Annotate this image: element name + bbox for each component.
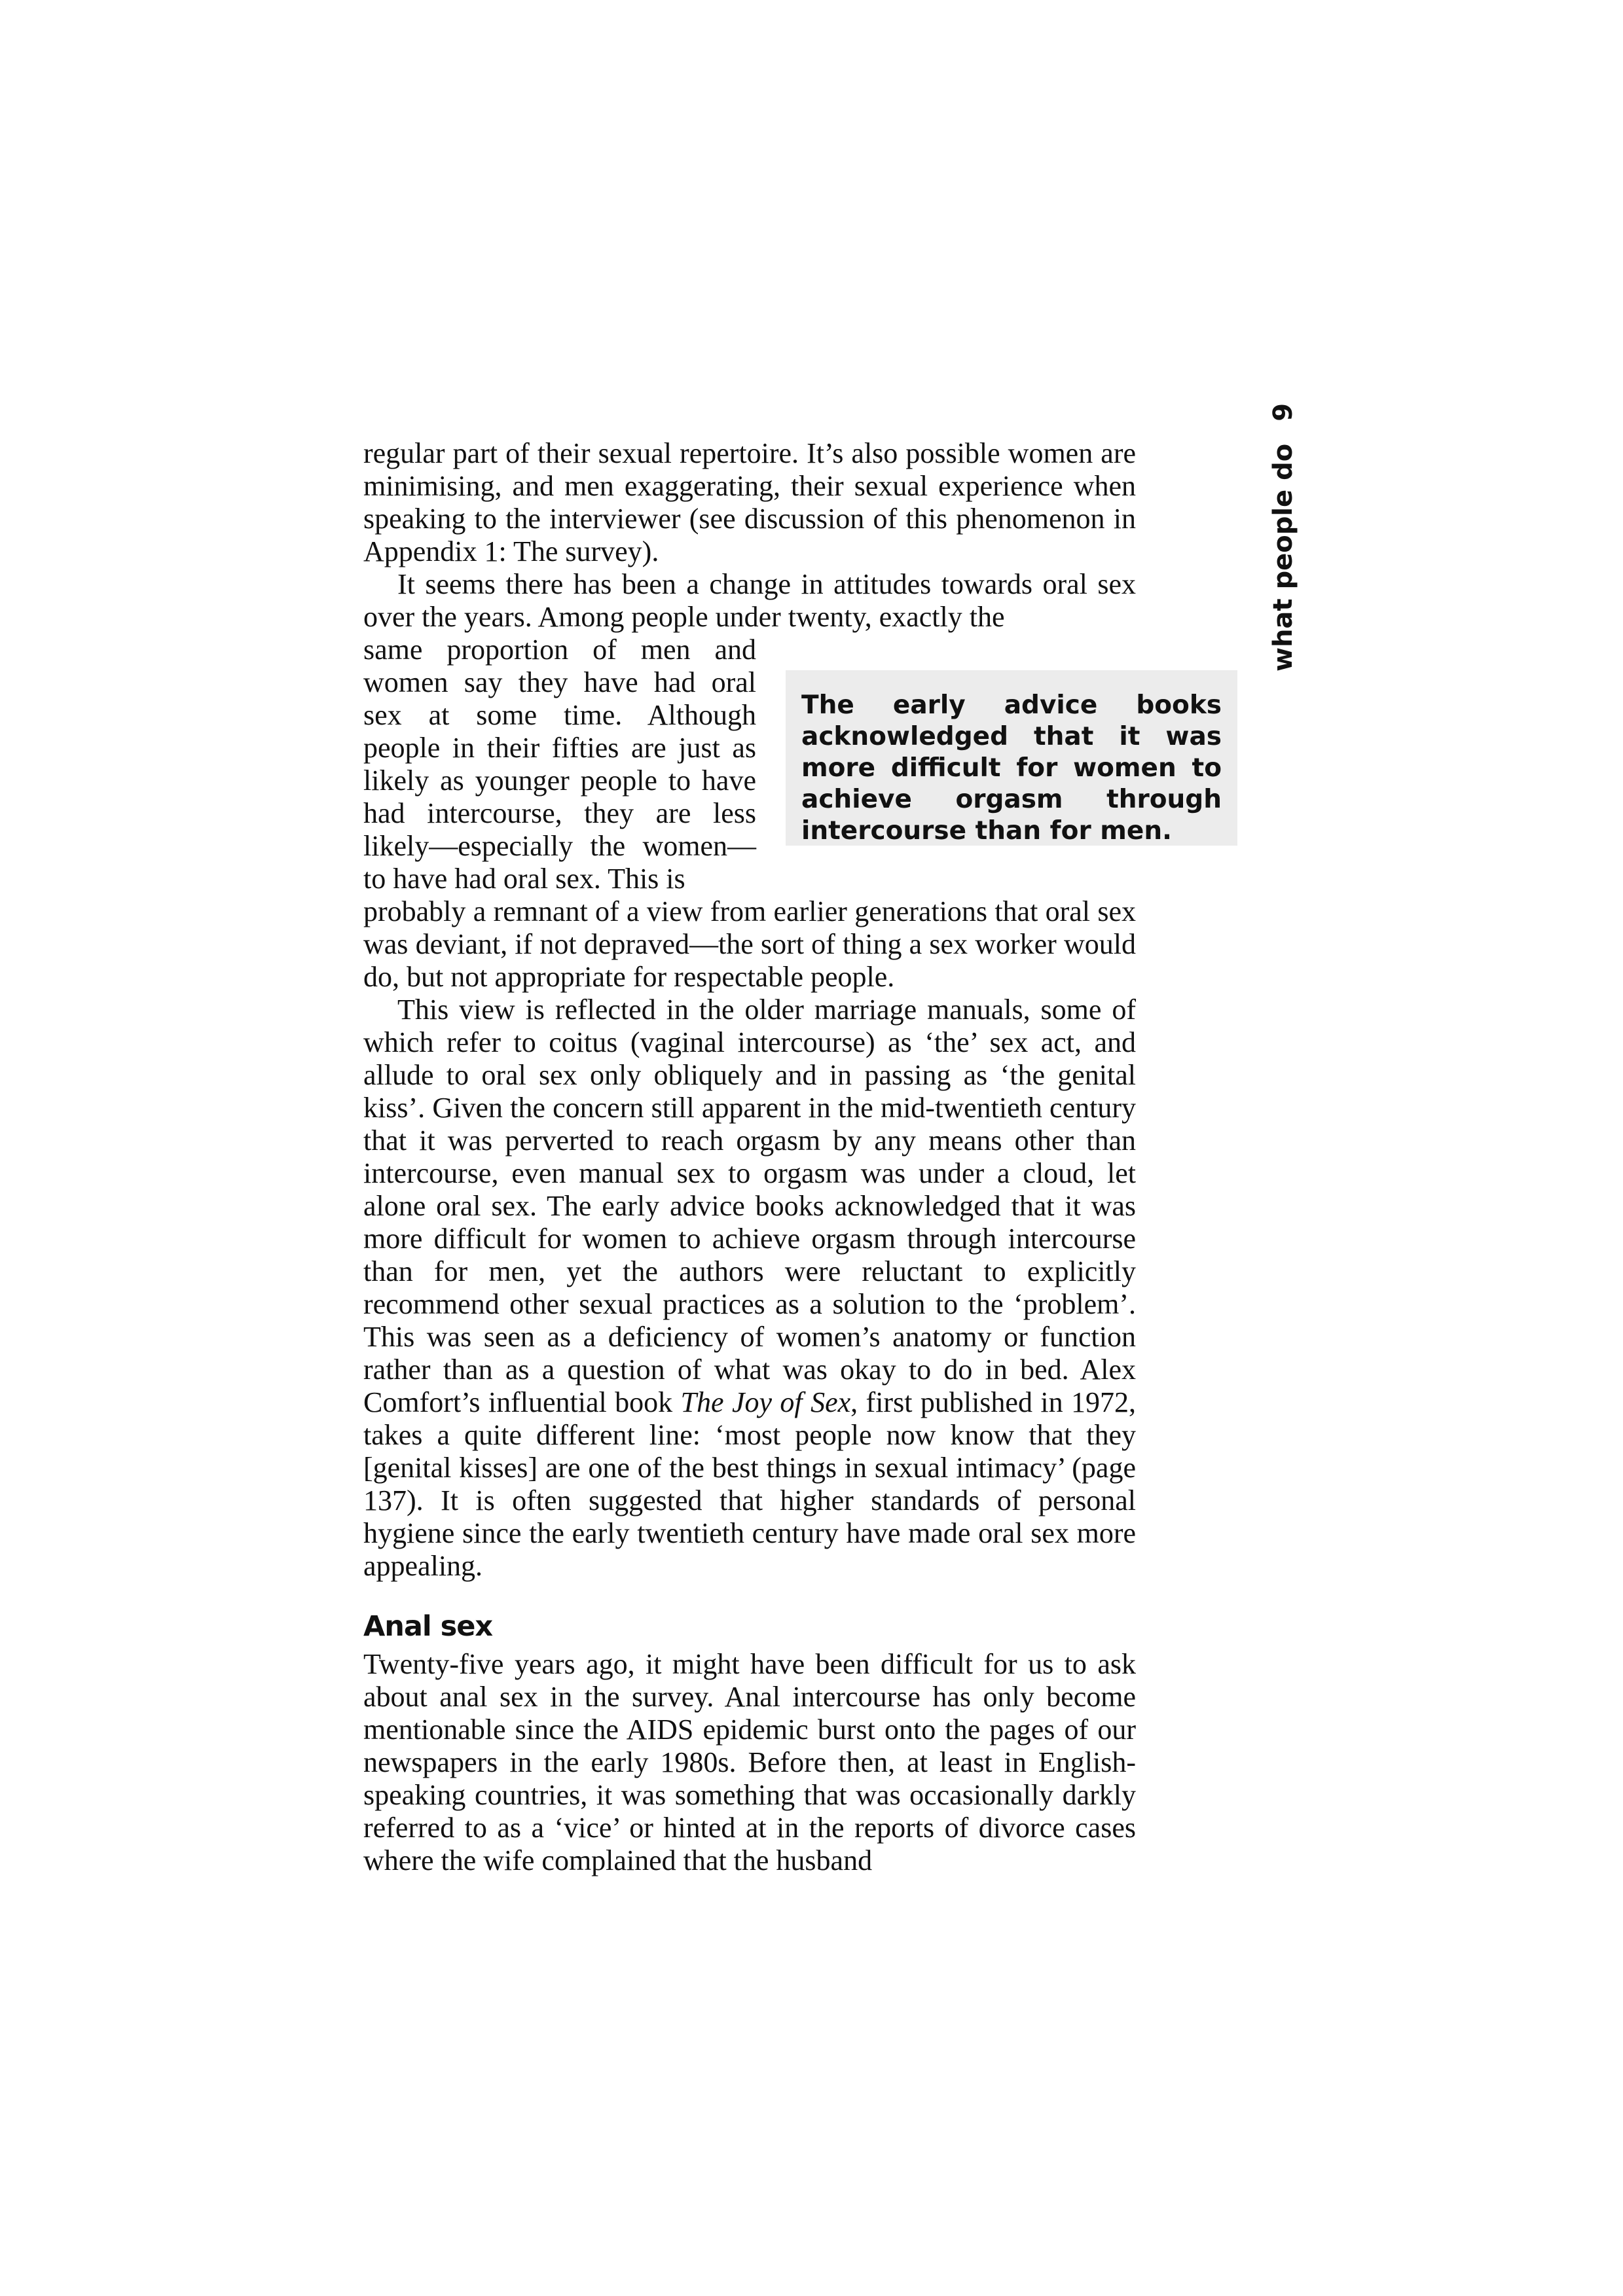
paragraph-1: regular part of their sexual repertoire. It’s also possible women are minimising, and men exaggerating, their sexual experience when speaking to the interviewer (see discussion of this phenomenon in Appendix 1: The survey). [363,437,1136,567]
page-number: 9 [1268,403,1298,422]
section-heading: Anal sex [363,1610,493,1643]
running-head-section: what people do [1268,443,1298,672]
pull-quote-text: The early advice books acknowledged that it was more difficult for women to achieve orgasm through intercourse than for men. [801,691,1222,846]
paragraph-3-text-a: This view is reflected in the older marriage manuals, some of which refer to coitus (vaginal intercourse) as ‘the’ sex act, and allude to oral sex only obliquely and in passing as ‘the genital kiss’. Given the concern still apparent in the mid-twentieth century that it was perverted to reach orgasm by any means other than intercourse, even manual sex to orgasm was under a cloud, let alone oral sex. The early advice books acknowledged that it was more difficult for women to achieve orgasm through intercourse than for men, yet the authors were reluctant to explicitly recommend other sexual practices as a solution to the ‘problem’. This was seen as a deficiency of women’s anatomy or function rather than as a question of what was okay to do in bed. Alex Comfort’s influential book [363,994,1136,1418]
running-head [1267,403,1299,672]
pull-quote [786,670,1237,846]
paragraph-2-opening: It seems there has been a change in attitudes towards oral sex over the years. Among people under twenty, exactly the [363,568,1136,633]
book-title: The Joy of Sex [680,1386,851,1418]
paragraph-3 [363,994,1136,1583]
paragraph-3-text-b: , first published in 1972, takes a quite different line: ‘most people now know that they [genital kisses] are one of the best things in sexual intimacy’ (page 137). It is often suggested that higher standards of personal hygiene since the early twentieth century have made oral sex more appealing. [363,1386,1137,1582]
paragraph-4: Twenty-five years ago, it might have been difficult for us to ask about anal sex in the survey. Anal intercourse has only become mentionable since the AIDS epidemic burst onto the pages of our newspapers in the early 1980s. Before then, at least in English-speaking countries, it was something that was occasionally darkly referred to as a ‘vice’ or hinted at in the reports of divorce cases where the wife complained that the husband [363,1648,1136,1876]
paragraph-2-continued: probably a remnant of a view from earlier generations that oral sex was deviant, if not depraved—the sort of thing a sex worker would do, but not appropriate for respectable people. [363,895,1136,993]
paragraph-2-wrapped: same proportion of men and women say they have had oral sex at some time. Although people in their fifties are just as likely as younger people to have had intercourse, they are less likely—especially the women— to have had oral sex. This is [363,634,756,895]
